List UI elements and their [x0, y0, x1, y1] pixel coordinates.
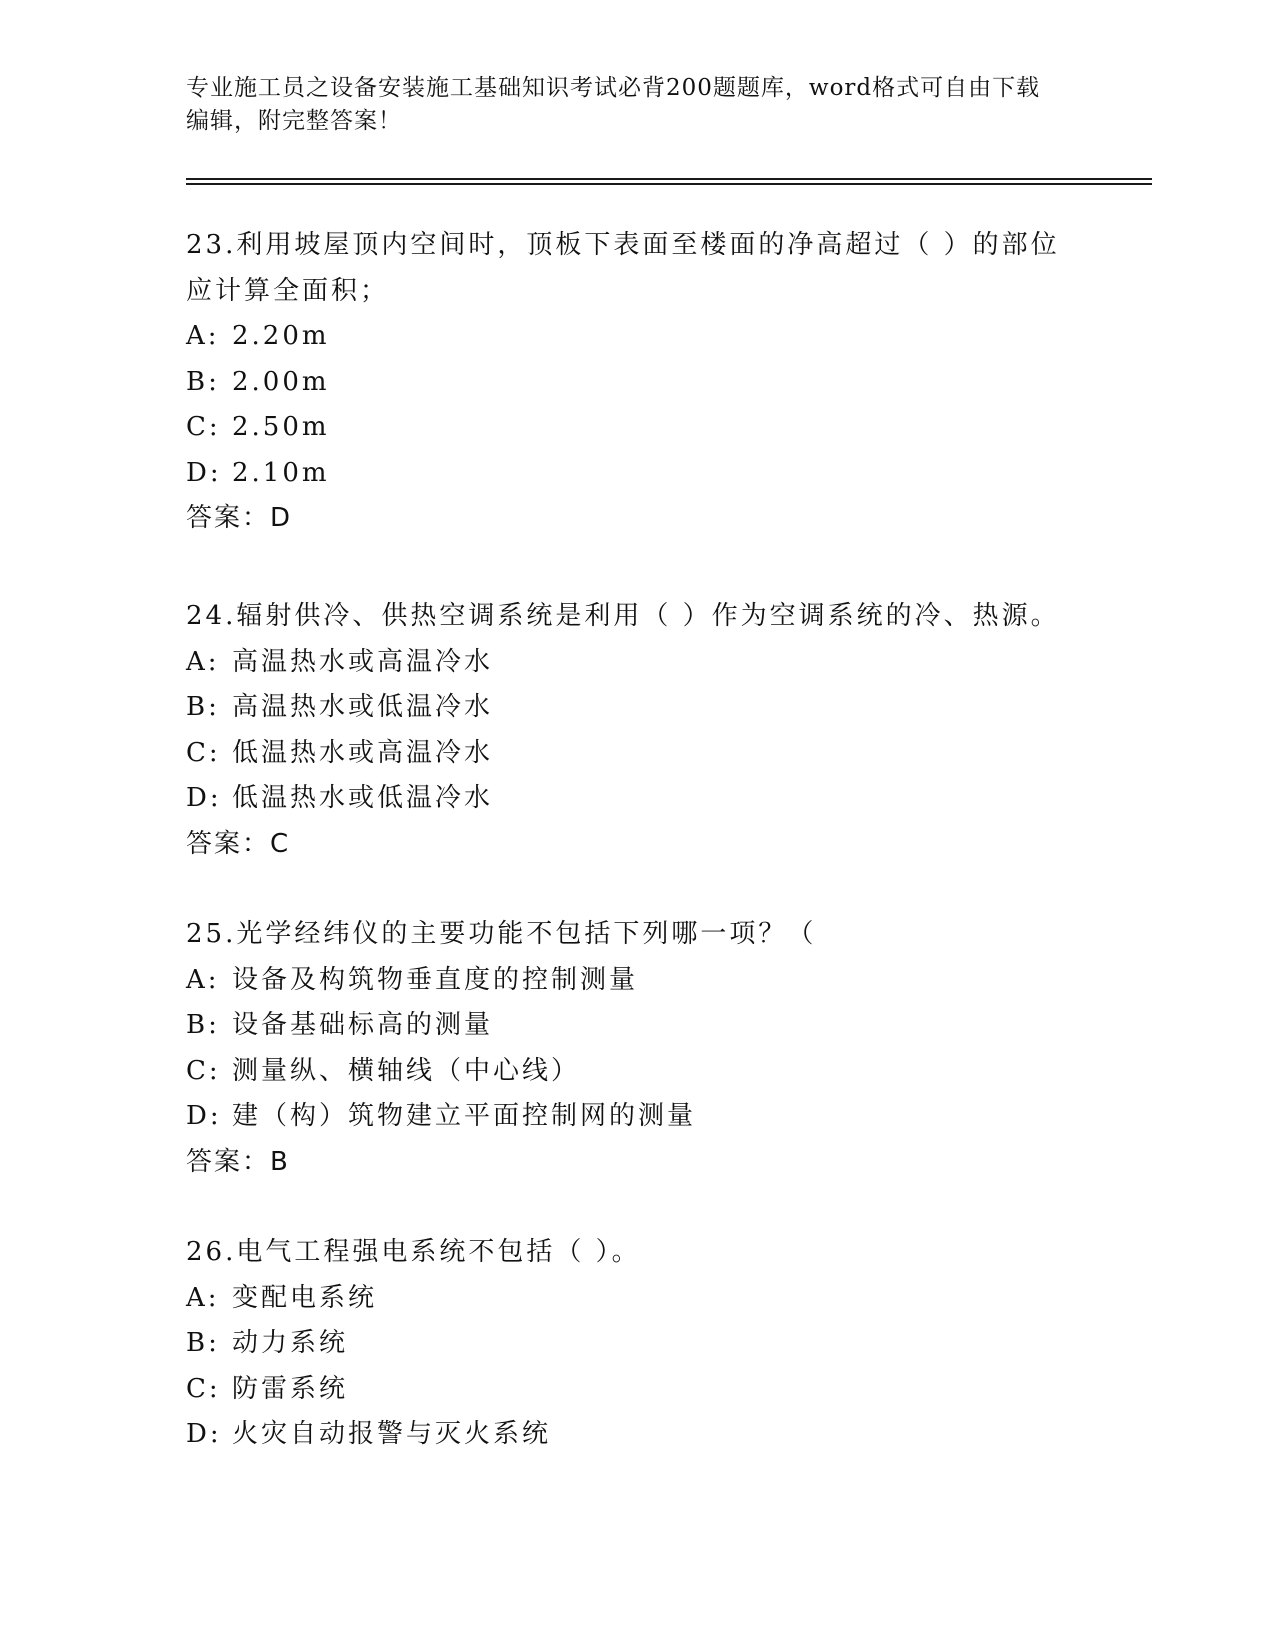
option-letter: D: — [186, 457, 222, 488]
header-line-2: 编辑，附完整答案！ — [186, 108, 402, 134]
header-divider-top — [186, 178, 1152, 180]
option-text: 测量纵、横轴线（中心线） — [232, 1055, 581, 1086]
option-b — [186, 685, 1086, 731]
option-text: 2.50m — [232, 412, 330, 442]
option-d — [186, 776, 1086, 822]
option-text: 高温热水或低温冷水 — [232, 692, 494, 722]
question-stem: 25.光学经纬仪的主要功能不包括下列哪一项？（ — [186, 919, 817, 949]
option-text: 火灾自动报警与灭火系统 — [232, 1419, 552, 1449]
option-d — [186, 1412, 1086, 1458]
option-a — [186, 958, 1086, 1004]
question-24 — [186, 594, 1086, 867]
option-c — [186, 1367, 1086, 1413]
option-c — [186, 405, 1086, 451]
question-stem: 24.辐射供冷、供热空调系统是利用（ ）作为空调系统的冷、热源。 — [186, 601, 1060, 631]
option-text: 建（构）筑物建立平面控制网的测量 — [232, 1101, 697, 1131]
option-text: 2.00m — [232, 366, 330, 397]
option-text: 低温热水或低温冷水 — [232, 783, 494, 813]
option-letter: A: — [186, 1282, 220, 1313]
option-b — [186, 360, 1086, 406]
option-text: 防雷系统 — [232, 1373, 349, 1404]
option-letter: A: — [186, 964, 220, 995]
option-text: 设备基础标高的测量 — [232, 1010, 494, 1040]
answer-line: 答案：D — [186, 503, 293, 533]
option-letter: C: — [186, 412, 221, 442]
option-d — [186, 451, 1086, 497]
option-a — [186, 640, 1086, 686]
question-stem: 26.电气工程强电系统不包括（ ）。 — [186, 1237, 641, 1267]
option-a — [186, 1276, 1086, 1322]
question-23 — [186, 223, 1086, 542]
option-letter: D: — [186, 783, 222, 813]
option-letter: C: — [186, 737, 221, 768]
option-letter: B: — [186, 1328, 220, 1358]
option-c — [186, 1049, 1086, 1095]
option-text: 2.10m — [232, 457, 330, 488]
option-letter: C: — [186, 1373, 221, 1404]
question-stem-continued: 应计算全面积； — [186, 275, 390, 306]
option-a — [186, 314, 1086, 360]
option-text: 2.20m — [232, 321, 330, 351]
option-letter: A: — [186, 321, 220, 351]
answer-line: 答案：C — [186, 828, 291, 859]
option-c — [186, 731, 1086, 777]
option-text: 设备及构筑物垂直度的控制测量 — [232, 964, 639, 995]
question-stem: 23.利用坡屋顶内空间时，顶板下表面至楼面的净高超过（ ）的部位 — [186, 230, 1060, 260]
header-line-1: 专业施工员之设备安装施工基础知识考试必背200题题库，word格式可自由下载 — [186, 75, 1041, 101]
option-letter: B: — [186, 692, 220, 722]
option-letter: A: — [186, 646, 220, 677]
option-d — [186, 1094, 1086, 1140]
option-text: 动力系统 — [232, 1328, 349, 1358]
option-text: 低温热水或高温冷水 — [232, 737, 494, 768]
document-header — [186, 72, 1066, 138]
header-divider-bottom — [186, 183, 1152, 185]
option-text: 变配电系统 — [232, 1282, 378, 1313]
answer-line: 答案：B — [186, 1146, 290, 1177]
option-letter: D: — [186, 1101, 222, 1131]
option-letter: C: — [186, 1055, 221, 1086]
question-26 — [186, 1230, 1086, 1458]
option-letter: B: — [186, 366, 220, 397]
option-letter: B: — [186, 1010, 220, 1040]
option-b — [186, 1003, 1086, 1049]
option-text: 高温热水或高温冷水 — [232, 646, 494, 677]
question-25 — [186, 912, 1086, 1185]
option-letter: D: — [186, 1419, 222, 1449]
option-b — [186, 1321, 1086, 1367]
